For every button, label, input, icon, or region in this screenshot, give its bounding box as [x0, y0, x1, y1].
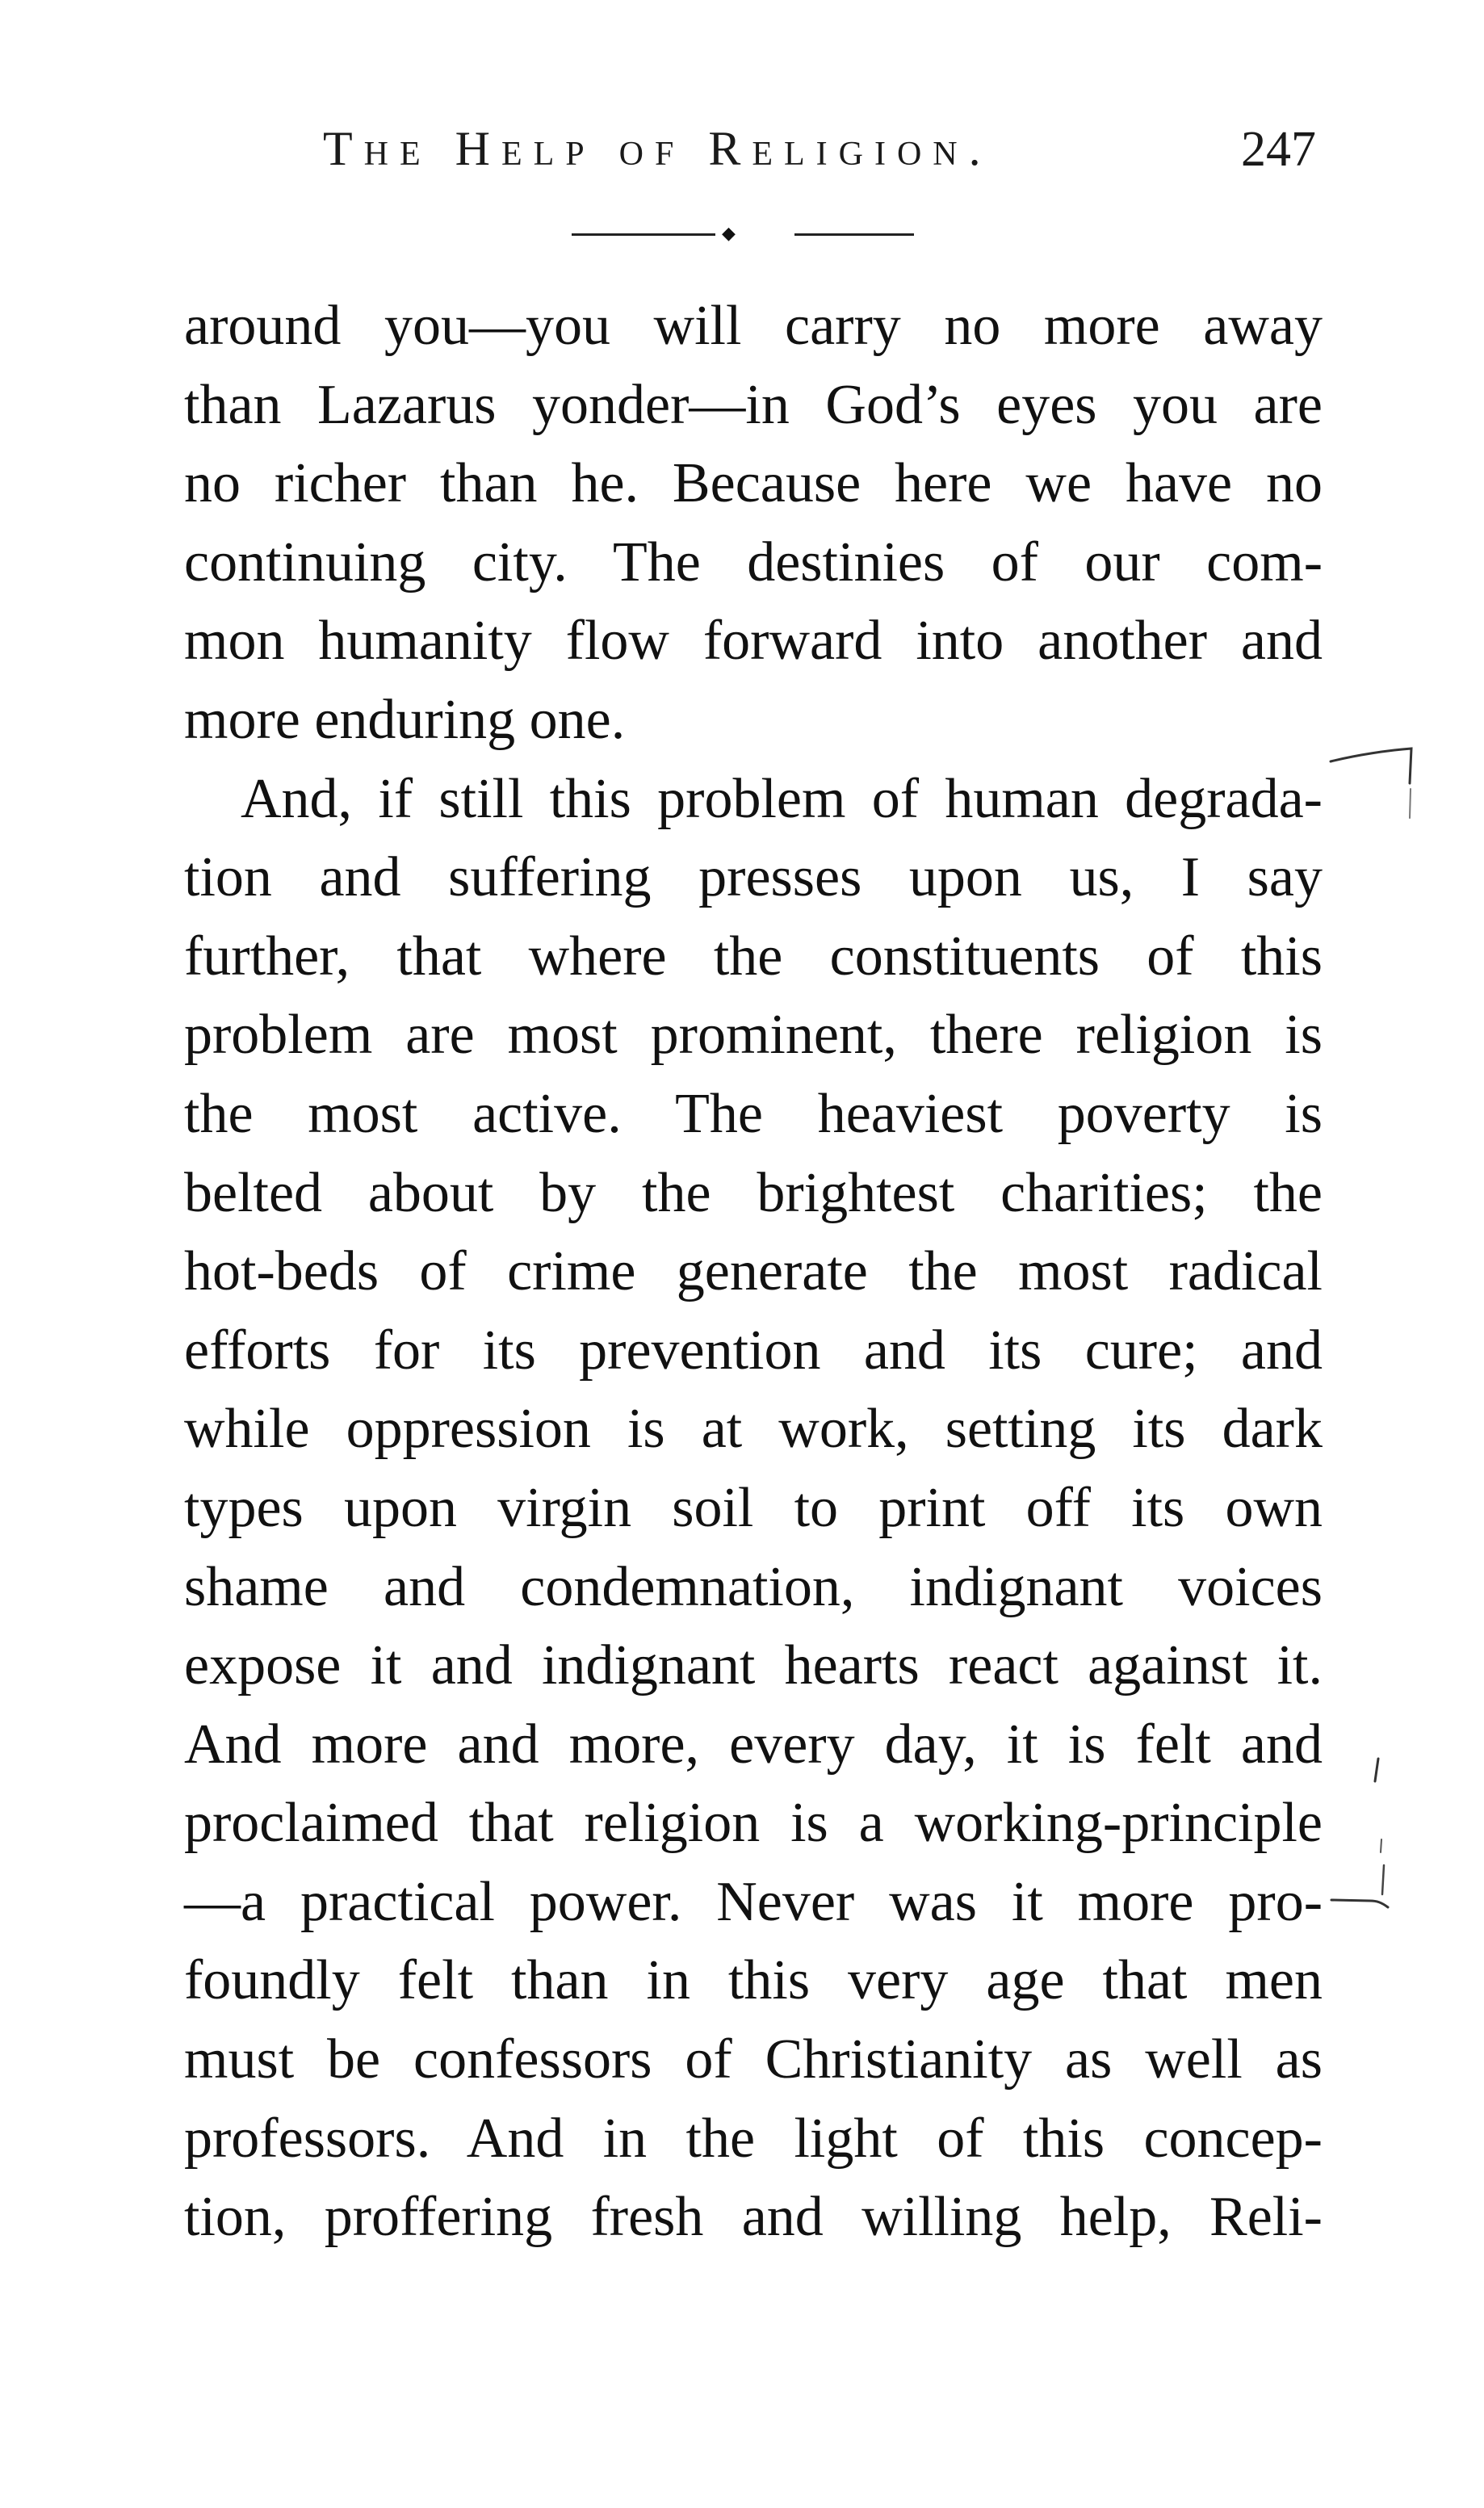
text-line: hot-beds of crime generate the most radical: [184, 1240, 1323, 1303]
text-line: efforts for its prevention and its cure; and: [184, 1319, 1323, 1382]
pencil-tick-mark: [1320, 1752, 1409, 1946]
ornament-rule-right: [794, 233, 914, 236]
running-title: The Help of Religion.: [323, 122, 992, 175]
header-ornament: [572, 224, 914, 244]
paragraph-end-line: more enduring one.: [184, 688, 626, 751]
paragraph-start-line: And, if still this problem of human degrada-: [241, 767, 1323, 830]
text-line: tion and suffering presses upon us, I say: [184, 846, 1323, 909]
text-line: proclaimed that religion is a working-principle: [184, 1792, 1323, 1855]
text-line: around you—you will carry no more away: [184, 295, 1323, 357]
text-line: types upon virgin soil to print off its own: [184, 1476, 1323, 1539]
ornament-rule-left: [572, 233, 715, 236]
page-number: 247: [1241, 122, 1316, 177]
text-line: must be confessors of Christianity as well as: [184, 2028, 1323, 2091]
text-line: mon humanity flow forward into another and: [184, 610, 1323, 673]
text-line: problem are most prominent, there religion is: [184, 1004, 1323, 1067]
text-line: no richer than he. Because here we have no: [184, 452, 1323, 515]
text-line: professors. And in the light of this concep-: [184, 2107, 1323, 2170]
running-head: [323, 121, 1316, 186]
text-line: the most active. The heaviest poverty is: [184, 1082, 1323, 1145]
text-line: shame and condemnation, indignant voices: [184, 1555, 1323, 1618]
text-line: continuing city. The destinies of our com-: [184, 531, 1323, 593]
text-line: And more and more, every day, it is felt and: [184, 1713, 1323, 1776]
text-line: while oppression is at work, setting its dark: [184, 1398, 1323, 1461]
body-text: [184, 287, 1323, 2257]
text-line: tion, proffering fresh and willing help, Reli-: [184, 2186, 1323, 2249]
text-line: foundly felt than in this very age that men: [184, 1949, 1323, 2012]
pencil-bracket-mark: [1324, 739, 1421, 828]
text-line: expose it and indignant hearts react against it.: [184, 1634, 1323, 1697]
text-line: —a practical power. Never was it more pro-: [184, 1870, 1323, 1933]
text-line: belted about by the brightest charities; the: [184, 1161, 1323, 1224]
text-line: than Lazarus yonder—in God’s eyes you are: [184, 373, 1323, 436]
text-line: further, that where the constituents of this: [184, 925, 1323, 988]
diamond-icon: ◆: [722, 224, 736, 244]
